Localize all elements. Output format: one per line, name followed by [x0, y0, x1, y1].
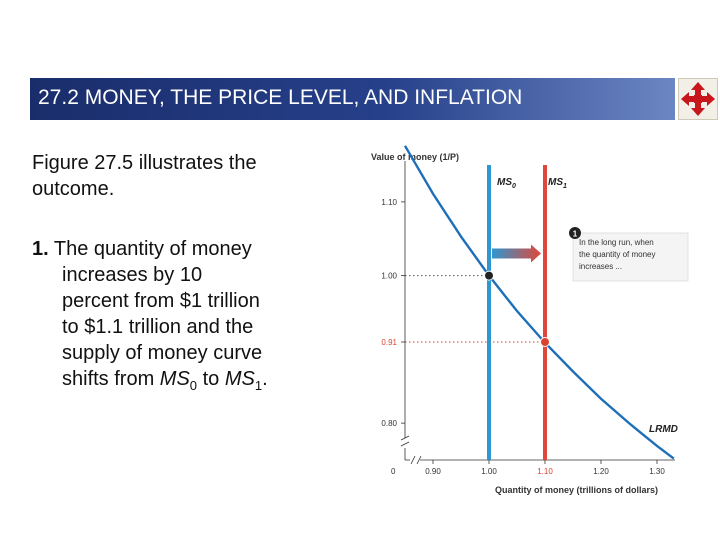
annotation-callout — [569, 227, 688, 281]
step-line-c: percent from $1 trillion — [62, 290, 260, 312]
step-line-a: The quantity of money — [53, 238, 252, 260]
x-tick-label: 0.90 — [425, 467, 441, 476]
shift-arrow — [492, 245, 541, 263]
ms1-curve-label: $MS_1$ — [548, 177, 567, 190]
y-tick-label: 0.91 — [381, 338, 397, 347]
x-tick-label: 0 — [391, 467, 396, 476]
x-axis-label: Quantity of money (trillions of dollars) — [495, 485, 659, 495]
y-axis-label: Value of money (1/P) — [371, 152, 460, 162]
x-tick-label: 1.00 — [481, 467, 497, 476]
money-supply-chart — [345, 140, 715, 500]
intro-paragraph — [32, 150, 342, 202]
ms1-subscript: 1 — [254, 378, 263, 393]
four-way-arrow-icon — [679, 79, 717, 119]
step-number: 1. — [32, 238, 49, 260]
ms0-subscript: 0 — [189, 378, 198, 393]
intro-text: Figure 27.5 illustrates the outcome. — [32, 152, 257, 200]
x-tick-label: 1.10 — [537, 467, 553, 476]
annotation-number: 1 — [572, 229, 578, 239]
annotation-line-1: In the long run, when — [579, 238, 654, 247]
x-tick-label: 1.20 — [593, 467, 609, 476]
step-line-d: to $1.1 trillion and the — [62, 316, 254, 338]
ms0-curve-label: $MS_0$ — [497, 177, 516, 190]
step-line-f — [32, 366, 342, 399]
y-tick-label: 1.00 — [381, 271, 397, 281]
lrmd-curve — [405, 146, 674, 459]
step-line-b: increases by 10 — [62, 264, 203, 286]
step-line-f-text: shifts from — [62, 368, 160, 390]
annotation-line-3: increases ... — [579, 262, 623, 271]
to-text: to — [197, 368, 225, 390]
step-line-e: supply of money curve — [62, 342, 263, 364]
title-bar — [30, 78, 675, 120]
y-tick-label: 0.80 — [381, 419, 397, 429]
ms0-label: MS — [159, 368, 190, 390]
navigation-button[interactable] — [678, 78, 718, 120]
equilibrium-point-new — [541, 338, 550, 347]
y-tick-label: 1.10 — [381, 197, 397, 207]
lrmd-curve-label: LRMD — [649, 424, 678, 435]
step-paragraph — [32, 236, 342, 399]
x-tick-label: 1.30 — [649, 467, 665, 476]
ms1-label: MS — [224, 368, 255, 390]
period: . — [262, 368, 268, 390]
annotation-line-2: the quantity of money — [579, 250, 656, 259]
equilibrium-point-initial — [485, 271, 494, 280]
x-axis-break — [411, 456, 421, 464]
slide-title: 27.2 MONEY, THE PRICE LEVEL, AND INFLATION — [38, 86, 523, 109]
